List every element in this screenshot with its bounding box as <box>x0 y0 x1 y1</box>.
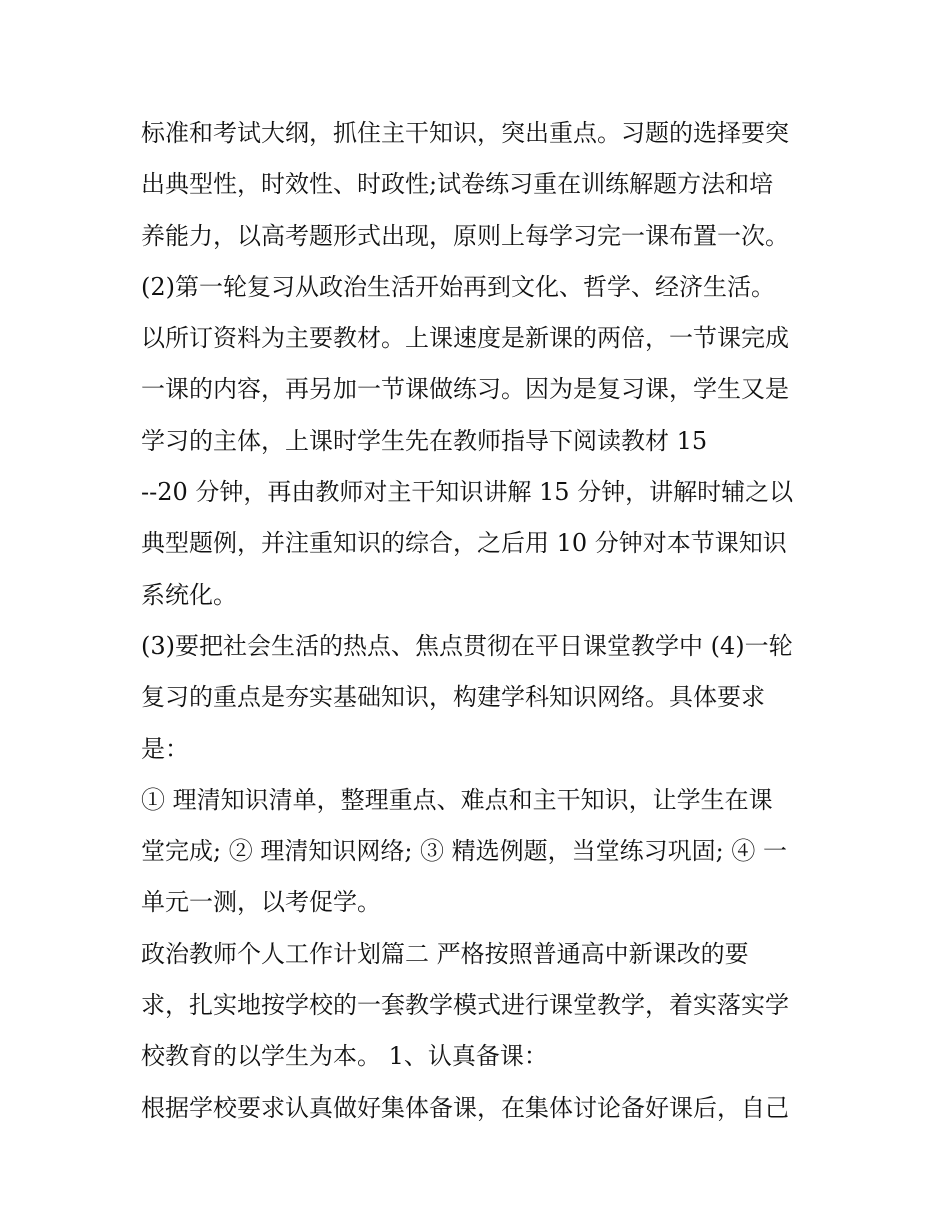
text-line: 复习的重点是夯实基础知识，构建学科知识网络。具体要求 <box>141 683 765 712</box>
text-line: 求，扎实地按学校的一套教学模式进行课堂教学，着实落实学 <box>141 991 789 1020</box>
text-line: 典型题例，并注重知识的综合，之后用 10 分钟对本节课知识 <box>141 529 787 558</box>
body-text <box>141 108 831 1134</box>
text-line: 政治教师个人工作计划篇二 严格按照普通高中新课改的要 <box>141 939 749 968</box>
text-line: 单元一测，以考促学。 <box>141 888 381 917</box>
text-line: 校教育的以学生为本。 1、认真备课： <box>141 1042 548 1071</box>
text-line: --20 分钟，再由教师对主干知识讲解 15 分钟，讲解时辅之以 <box>141 478 794 507</box>
text-line: 是： <box>141 734 189 763</box>
text-line: 一课的内容，再另加一节课做练习。因为是复习课，学生又是 <box>141 375 789 404</box>
text-line: 堂完成; ② 理清知识网络; ③ 精选例题，当堂练习巩固; ④ 一 <box>141 837 788 866</box>
text-line: ① 理清知识清单，整理重点、难点和主干知识，让学生在课 <box>141 785 773 814</box>
text-line: 出典型性，时效性、时政性;试卷练习重在训练解题方法和培 <box>141 170 774 199</box>
text-line: (3)要把社会生活的热点、焦点贯彻在平日课堂教学中 (4)一轮 <box>141 631 793 660</box>
text-line: (2)第一轮复习从政治生活开始再到文化、哲学、经济生活。 <box>141 272 775 301</box>
text-line: 标准和考试大纲，抓住主干知识，突出重点。习题的选择要突 <box>141 119 789 147</box>
text-line: 养能力，以高考题形式出现，原则上每学习完一课布置一次。 <box>141 221 789 250</box>
text-line: 学习的主体，上课时学生先在教师指导下阅读教材 15 <box>141 426 708 455</box>
text-line: 以所订资料为主要教材。上课速度是新课的两倍，一节课完成 <box>141 324 789 353</box>
text-line: 系统化。 <box>141 580 237 609</box>
text-line: 根据学校要求认真做好集体备课，在集体讨论备好课后，自己 <box>141 1093 789 1122</box>
